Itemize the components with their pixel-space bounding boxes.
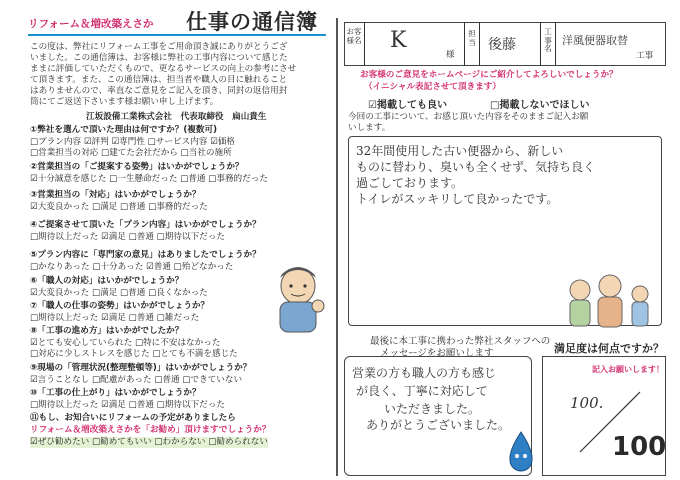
question-options[interactable]: ☑ぜひ勧めたい □勧めてもいい □わからない □勧められない: [30, 437, 268, 447]
comment-line: 過ごしております。: [356, 176, 464, 190]
intro-line: この度は、弊社にリフォーム工事をご用命頂き誠にありがとうござ: [30, 42, 288, 52]
staff-message-prompt: 最後に本工事に携わった弊社スタッフへの: [370, 336, 551, 347]
question-title: ⑦「職人の仕事の姿勢」はいかがでしょうか？: [30, 301, 210, 311]
question-options: リフォーム＆増改築えさかを「お勧め」頂けますでしょうか？: [30, 425, 271, 435]
consent-yes-checkbox[interactable]: ☑掲載しても良い: [368, 100, 447, 111]
question-options[interactable]: ☑十分誠意を感じた □一生懸命だった □普通 □事務的だった: [30, 174, 268, 184]
consent-note: （イニシャル表記させて頂きます）: [364, 82, 501, 92]
staff-message-prompt-cont: メッセージをお願いします: [380, 348, 494, 359]
question-options[interactable]: □対応に少しストレスを感じた □とても不満を感じた: [30, 349, 238, 359]
staff-message-line: が良く、丁寧に対応して: [356, 384, 488, 398]
signature: 江坂設備工業株式会社 代表取締役 扁山貴生: [86, 112, 267, 122]
honorific: 様: [446, 50, 455, 60]
score-note: 記入お願いします！: [592, 365, 664, 374]
work-suffix: 工事: [636, 51, 654, 61]
staff-message-line: 営業の方も職人の方も感じ: [352, 366, 497, 380]
intro-line: いました。この通信簿は、お客様に弊社の工事内容について感じた: [30, 53, 288, 63]
work-label: 工事名: [544, 27, 552, 53]
question-title: ①弊社を選んで頂いた理由は何ですか？(複数可): [30, 125, 218, 135]
comment-prompt-cont: いします。: [348, 123, 391, 133]
question-title: ④ご提案させて頂いた「プラン内容」はいかがでしょうか？: [30, 220, 261, 230]
family-illustration: [560, 272, 656, 328]
staff-message-line: いただきました。: [384, 402, 481, 416]
work-name-field[interactable]: 洋風便器取替: [562, 34, 628, 47]
question-options[interactable]: □かなりあった □十分あった ☑普通 □殆どなかった: [30, 262, 234, 272]
comment-prompt: 今回の工事について、お感じ頂いた内容をそのままご記入お願: [348, 112, 589, 122]
drop-mascot-illustration: [506, 430, 536, 472]
intro-line: ままに評価していただくもので、更なるサービスの向上の参考にさせ: [30, 64, 297, 74]
question-options[interactable]: □期待以上だった ☑満足 □普通 □期待以下だった: [30, 232, 225, 242]
question-options[interactable]: □期待以上だった ☑満足 □普通 □雑だった: [30, 313, 200, 323]
score-handwritten: 100.: [570, 394, 604, 412]
staff-message-line: ありがとうございました。: [366, 418, 511, 432]
question-title: ⑧「工事の進め方」はいかがでしたか？: [30, 326, 184, 336]
consent-no-checkbox[interactable]: □掲載しないでほしい: [490, 100, 590, 111]
question-title: ⑪もし、お知合いにリフォームの予定がありましたら: [30, 413, 236, 423]
question-options[interactable]: □プラン内容 ☑評判 ☑専門性 □サービス内容 ☑価格: [30, 137, 235, 147]
intro-line: て頂きます。また、この通信簿は、担当者や職人の目に触れること: [30, 75, 288, 85]
company-subtitle: リフォーム＆増改築えさか: [28, 18, 154, 30]
intro-line: はありませんので、率直なご意見をご記入を頂き、同封の返信用封: [30, 86, 288, 96]
question-options[interactable]: □期待以上だった ☑満足 □普通 □期待以下だった: [30, 400, 225, 410]
staff-label: 担当: [468, 29, 476, 47]
score-question: 満足度は何点ですか？: [554, 342, 664, 355]
question-title: ⑩「工事の仕上がり」はいかがでしょうか？: [30, 388, 201, 398]
customer-name-field[interactable]: K: [390, 28, 407, 53]
question-options[interactable]: ☑大変良かった □満足 □普通 □良くなかった: [30, 288, 208, 298]
customer-label: お客様名: [346, 27, 362, 45]
intro-line: 筒にてご返送下さいます様お願い申し上げます。: [30, 97, 219, 107]
page-title: 仕事の通信簿: [186, 10, 318, 34]
consent-question: お客様のご意見をホームページにご紹介してよろしいでしょうか？: [360, 70, 618, 80]
score-printed: 100: [612, 432, 667, 462]
question-title: ⑨現場の「管理状況(整理整頓等)」はいかがでしょうか？: [30, 363, 252, 373]
staff-mascot-illustration: [262, 262, 334, 338]
question-title: ③営業担当の「対応」はいかがでしょうか？: [30, 190, 201, 200]
question-title: ⑤プラン内容に「専門家の意見」はありましたでしょうか？: [30, 250, 261, 260]
panel-divider: [336, 18, 338, 476]
question-options[interactable]: ☑とても安心していられた □特に不安はなかった: [30, 338, 221, 348]
comment-line: ものに替わり、臭いも全くせず、気持ち良く: [356, 160, 596, 174]
staff-name-field[interactable]: 後藤: [488, 37, 516, 53]
comment-line: 32年間使用した古い便器から、新しい: [356, 144, 564, 158]
comment-line: トイレがスッキリして良かったです。: [356, 192, 559, 206]
question-options[interactable]: □営業担当の対応 □建てた会社だから □当社の施所: [30, 148, 232, 158]
question-options[interactable]: ☑大変良かった □満足 □普通 □事務的だった: [30, 202, 208, 212]
question-options[interactable]: ☑言うことなし □配慮があった □普通 □できていない: [30, 375, 243, 385]
question-title: ⑥「職人の対応」はいかがでしょうか？: [30, 276, 184, 286]
question-title: ②営業担当の「ご提案する姿勢」はいかがでしょうか？: [30, 162, 244, 172]
title-underline: [28, 34, 326, 36]
